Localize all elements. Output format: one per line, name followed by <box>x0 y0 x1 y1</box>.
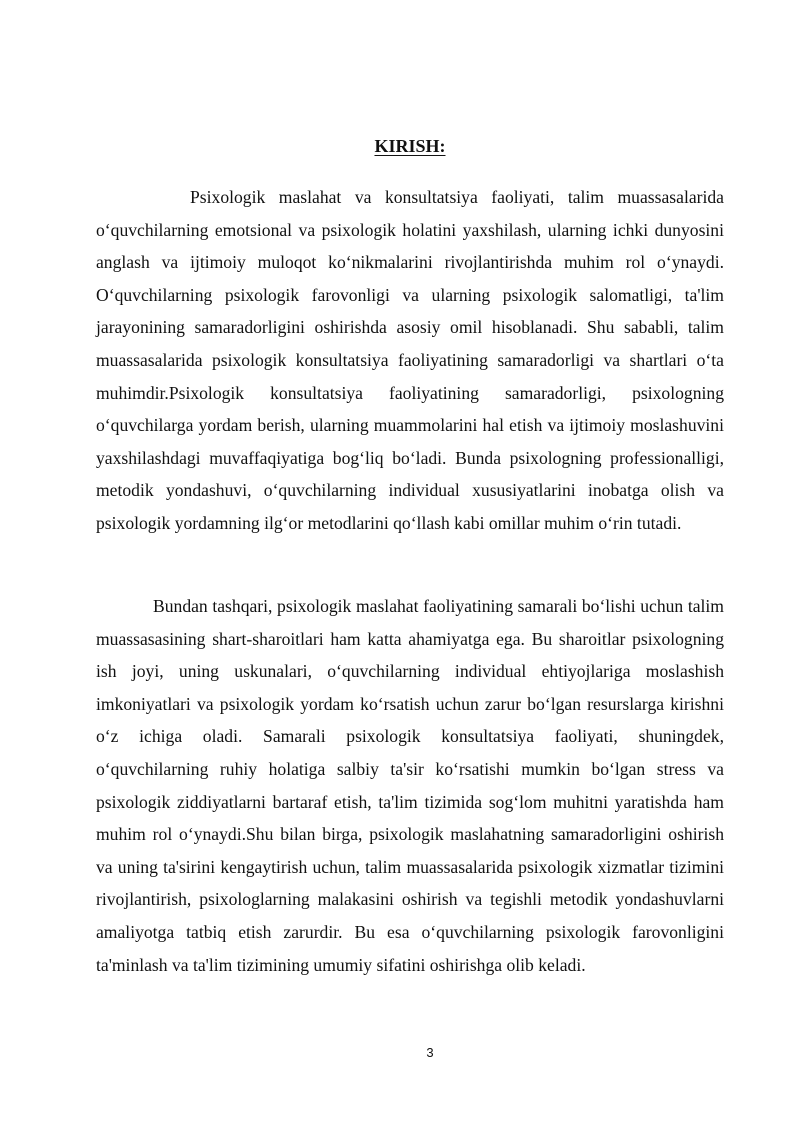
paragraph-intro: Psixologik maslahat va konsultatsiya faoliyati, talim muassasalarida o‘quvchilarning emotsional va psixologik holatini yaxshilash, ularning ichki dunyosini anglash va ijtimoiy muloqot ko‘nikmalarini rivojlantirishda muhim rol o‘ynaydi. O‘quvchilarning psixologik farovonligi va ularning psixologik salomatligi, ta'lim jarayonining samaradorligini oshirishda asosiy omil hisoblanadi. Shu sababli, talim muassasalarida psixologik konsultatsiya faoliyatining samaradorligi va shartlari o‘ta muhimdir.Psixologik konsultatsiya faoliyatining samaradorligi, psixologning o‘quvchilarga yordam berish, ularning muammolarini hal etish va ijtimoiy moslashuvini yaxshilashdagi muvaffaqiyatiga bog‘liq bo‘ladi. Bunda psixologning professionalligi, metodik yondashuvi, o‘quvchilarning individual xususiyatlarini inobatga olish va psixologik yordamning ilg‘or metodlarini qo‘llash kabi omillar muhim o‘rin tutadi. <box>96 187 724 533</box>
page-number: 3 <box>426 1045 434 1060</box>
section-heading: KIRISH: <box>374 136 446 156</box>
paragraph-conditions: Bundan tashqari, psixologik maslahat faoliyatining samarali bo‘lishi uchun talim muassasasining shart-sharoitlari ham katta ahamiyatga ega. Bu sharoitlar psixologning ish joyi, uning uskunalari, o‘quvchilarning individual ehtiyojlariga moslashish imkoniyatlari va psixologik yordam ko‘rsatish uchun zarur bo‘lgan resurslarga kirishni o‘z ichiga oladi. Samarali psixologik konsultatsiya faoliyati, shuningdek, o‘quvchilarning ruhiy holatiga salbiy ta'sir ko‘rsatishi mumkin bo‘lgan stress va psixologik ziddiyatlarni bartaraf etish, ta'lim tizimida sog‘lom muhitni yaratishda ham muhim rol o‘ynaydi.Shu bilan birga, psixologik maslahatning samaradorligini oshirish va uning ta'sirini kengaytirish uchun, talim muassasalarida psixologik xizmatlar tizimini rivojlantirish, psixologlarning malakasini oshirish va tegishli metodik yondashuvlarni amaliyotga tatbiq etish zarurdir. Bu esa o‘quvchilarning psixologik farovonligini ta'minlash va ta'lim tizimining umumiy sifatini oshirishga olib keladi. <box>96 596 724 975</box>
